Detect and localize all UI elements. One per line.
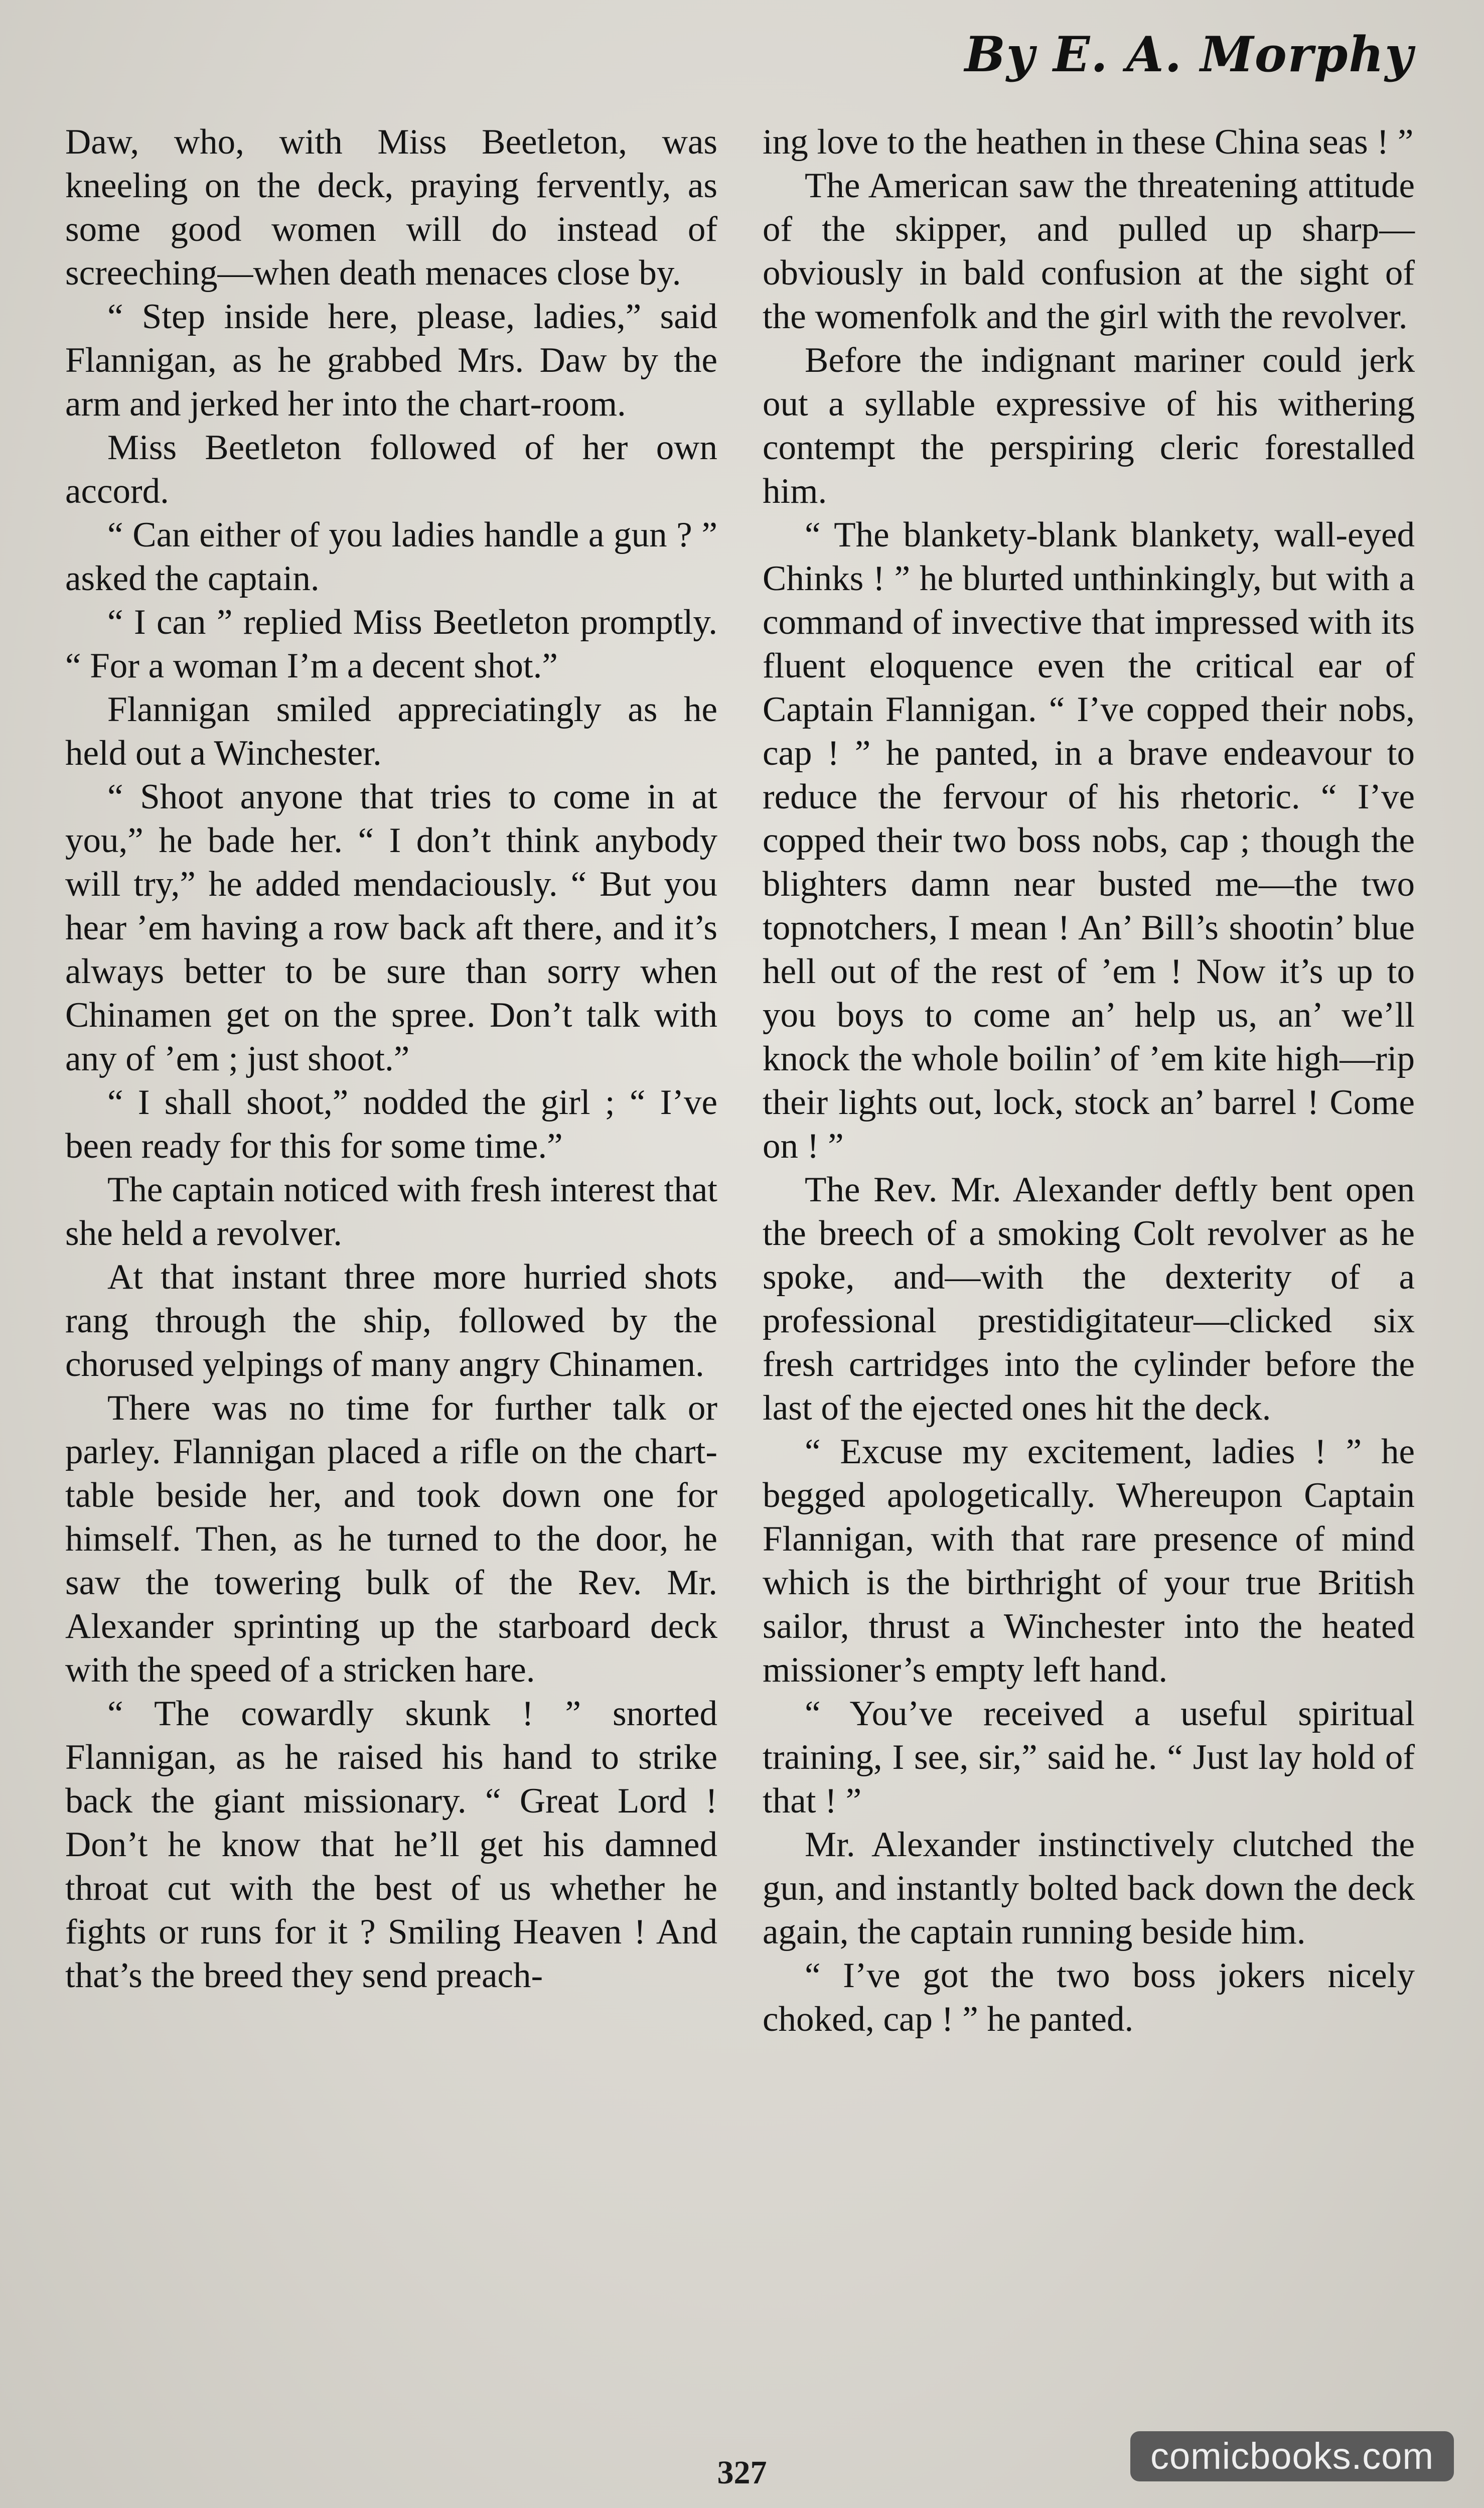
- right-text-column: [763, 120, 1415, 2041]
- paragraph: The Rev. Mr. Alexander deftly bent open the breech of a smoking Colt revolver as he spoke, and—with the dexterity of a professional prestidigitateur—clicked six fresh cartridges into the cylinder before the last of the ejected ones hit the deck.: [763, 1170, 1415, 1428]
- paragraph: At that instant three more hurried shots rang through the ship, followed by the chorused yelpings of many angry Chinamen.: [65, 1258, 717, 1384]
- paragraph: “ I shall shoot,” nodded the girl ; “ I’ve been ready for this for some time.”: [65, 1083, 717, 1166]
- paragraph: The captain noticed with fresh interest that she held a revolver.: [65, 1170, 717, 1253]
- paragraph: “ Shoot anyone that tries to come in at you,” he bade her. “ I don’t think anybody will try,” he added mendaciously. “ But you hear ’em having a row back aft there, and it’s always better to be sure than sorry when Chinamen get on the spree. Don’t talk with any of ’em ; just shoot.”: [65, 777, 717, 1078]
- left-text-column: [65, 120, 717, 1998]
- paragraph: There was no time for further talk or parley. Flannigan placed a rifle on the chart-table beside her, and took down one for himself. Then, as he turned to the door, he saw the towering bulk of the Rev. Mr. Alexander sprinting up the starboard deck with the speed of a stricken hare.: [65, 1388, 717, 1690]
- paragraph: Mr. Alexander instinctively clutched the gun, and instantly bolted back down the deck again, the captain running beside him.: [763, 1825, 1415, 1952]
- paragraph: Daw, who, with Miss Beetleton, was kneeling on the deck, praying fervently, as some good women will do instead of screeching—when death menaces close by.: [65, 122, 717, 293]
- paragraph: Flannigan smiled appreciatingly as he held out a Winchester.: [65, 690, 717, 773]
- page-number: 327: [717, 2454, 767, 2491]
- paragraph: “ The cowardly skunk ! ” snorted Flannigan, as he raised his hand to strike back the giant missionary. “ Great Lord ! Don’t he know that he’ll get his damned throat cut with the best of us whether he fights or runs for it ? Smiling Heaven ! And that’s the breed they send preach-: [65, 1694, 717, 1995]
- author-byline: By E. A. Morphy: [964, 26, 1414, 83]
- paragraph: The American saw the threatening attitude of the skipper, and pulled up sharp—obviously in bald confusion at the sight of the womenfolk and the girl with the revolver.: [763, 166, 1415, 336]
- paragraph: “ I can ” replied Miss Beetleton promptly. “ For a woman I’m a decent shot.”: [65, 603, 717, 685]
- paragraph: ing love to the heathen in these China seas ! ”: [763, 122, 1414, 162]
- paragraph: “ The blankety-blank blankety, wall-eyed Chinks ! ” he blurted unthinkingly, but with a command of invective that impressed with its fluent eloquence even the critical ear of Captain Flannigan. “ I’ve copped their nobs, cap ! ” he panted, in a brave endeavour to reduce the fervour of his rhetoric. “ I’ve copped their two boss nobs, cap ; though the blighters damn near busted me—the two topnotchers, I mean ! An’ Bill’s shootin’ blue hell out of the rest of ’em ! Now it’s up to you boys to come an’ help us, an’ we’ll knock the whole boilin’ of ’em kite high—rip their lights out, lock, stock an’ barrel ! Come on ! ”: [763, 515, 1415, 1166]
- paragraph: “ I’ve got the two boss jokers nicely choked, cap ! ” he panted.: [763, 1956, 1415, 2039]
- paragraph: “ Step inside here, please, ladies,” said Flannigan, as he grabbed Mrs. Daw by the arm and jerked her into the chart-room.: [65, 297, 717, 424]
- paragraph: Before the indignant mariner could jerk out a syllable expressive of his withering contempt the perspiring cleric forestalled him.: [763, 341, 1415, 511]
- paragraph: “ Can either of you ladies handle a gun ? ” asked the captain.: [65, 515, 717, 598]
- site-watermark: comicbooks.com: [1130, 2431, 1454, 2481]
- paragraph: Miss Beetleton followed of her own accord.: [65, 428, 717, 511]
- paragraph: “ Excuse my excitement, ladies ! ” he begged apologetically. Whereupon Captain Flannigan, with that rare presence of mind which is the birthright of your true British sailor, thrust a Winchester into the heated missioner’s empty left hand.: [763, 1432, 1415, 1690]
- paragraph: “ You’ve received a useful spiritual training, I see, sir,” said he. “ Just lay hold of that ! ”: [763, 1694, 1415, 1821]
